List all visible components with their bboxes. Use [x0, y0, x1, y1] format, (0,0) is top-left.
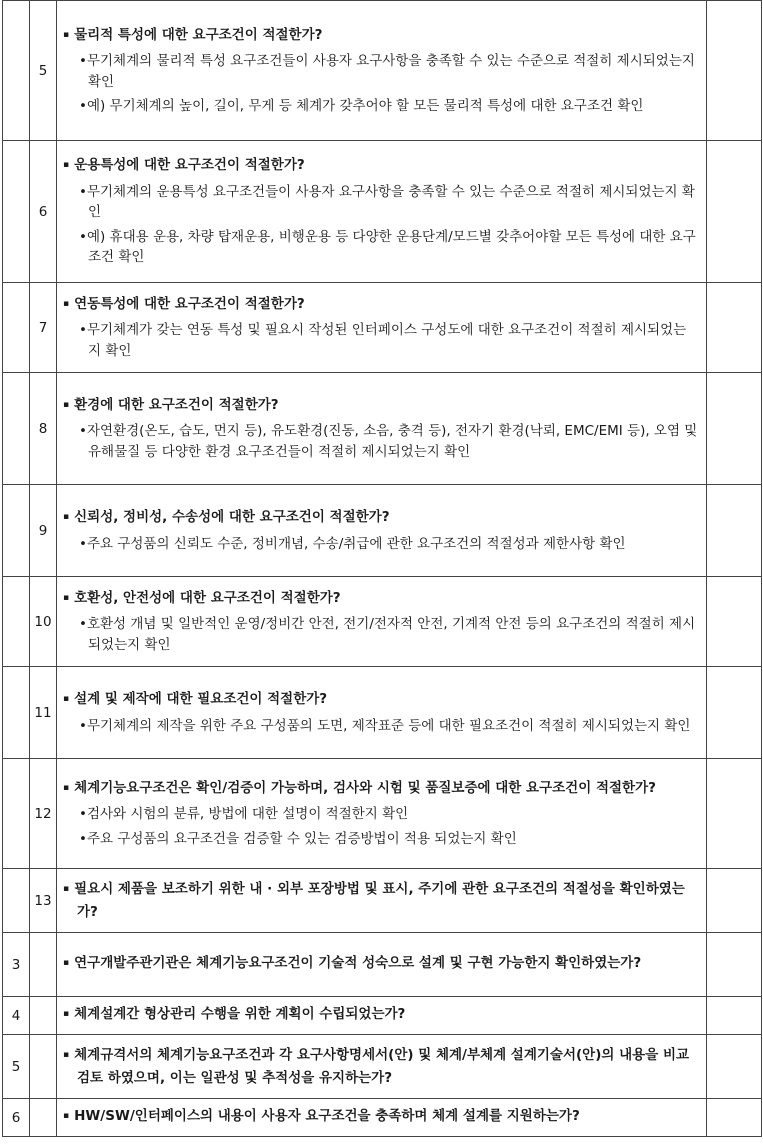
question-text — [63, 25, 698, 48]
item-content — [57, 872, 706, 929]
outer-number-cell — [3, 485, 30, 577]
inner-number-cell: 6 — [30, 141, 57, 283]
content-cell — [57, 1, 707, 141]
question-text — [63, 879, 698, 922]
question-label: 운용특성에 대한 요구조건이 적절한가? — [74, 157, 305, 174]
outer-number-cell — [3, 869, 30, 933]
question-label: 환경에 대한 요구조건이 적절한가? — [74, 396, 279, 413]
question-label: 체계설계간 형상관리 수행을 위한 계획이 수립되었는가? — [74, 1006, 406, 1023]
inner-number-cell: 12 — [30, 759, 57, 869]
outer-number-cell: 5 — [3, 1035, 30, 1099]
square-bullet-icon: ▪ — [63, 298, 70, 309]
content-cell — [57, 1099, 707, 1137]
content-cell — [57, 141, 707, 283]
question-text — [63, 1004, 698, 1027]
result-cell — [707, 997, 762, 1035]
question-label: 체계기능요구조건은 확인/검증이 가능하며, 검사와 시험 및 품질보증에 대한 요구조건이 적절한가? — [74, 779, 656, 796]
outer-number-cell — [3, 1, 30, 141]
outer-number-cell — [3, 373, 30, 485]
question-label: 신뢰성, 정비성, 수송성에 대한 요구조건이 적절한가? — [74, 509, 390, 525]
question-label: 연구개발주관기관은 체계기능요구조건이 기술적 성숙으로 설계 및 구현 가능한지 확인하였는가? — [74, 955, 642, 972]
result-cell — [707, 1, 762, 141]
item-content — [57, 148, 706, 275]
item-content — [57, 771, 706, 857]
table-row — [3, 373, 762, 485]
check-item: •예) 무기체계의 높이, 길이, 무게 등 체계가 갖추어야 할 모든 물리적 특성에 대한 요구조건 확인 — [79, 98, 644, 114]
item-content — [57, 682, 706, 743]
table-row — [3, 667, 762, 759]
square-bullet-icon: ▪ — [63, 160, 70, 171]
square-bullet-icon: ▪ — [63, 694, 70, 704]
outer-number-cell — [3, 577, 30, 667]
result-cell — [707, 759, 762, 869]
check-item: •무기체계가 갖는 연동 특성 및 필요시 작성된 인터페이스 구성도에 대한 요구조건이 적절히 제시되었는지 확인 — [79, 322, 687, 359]
checklist-table — [2, 0, 762, 1137]
inner-number-cell: 5 — [30, 1, 57, 141]
content-cell — [57, 997, 707, 1035]
check-item: •주요 구성품의 요구조건을 검증할 수 있는 검증방법이 적용 되었는지 확인 — [79, 830, 517, 847]
check-item: •무기체계의 제작을 위한 주요 구성품의 도면, 제작표준 등에 대한 필요조건이 적절히 제시되었는지 확인 — [79, 717, 691, 734]
table-row — [3, 577, 762, 667]
result-cell — [707, 869, 762, 933]
table-row — [3, 1099, 762, 1137]
table-row — [3, 933, 762, 997]
check-item: •주요 구성품의 신뢰도 수준, 정비개념, 수송/취급에 관한 요구조건의 적절성과 제한사항 확인 — [79, 535, 626, 552]
table-row — [3, 141, 762, 283]
result-cell — [707, 933, 762, 997]
question-label: 연동특성에 대한 요구조건이 적절한가? — [74, 295, 305, 312]
question-text — [63, 155, 698, 178]
content-cell — [57, 373, 707, 485]
question-label: 호환성, 안전성에 대한 요구조건이 적절한가? — [74, 589, 341, 606]
item-content — [57, 581, 706, 663]
inner-number-cell: 7 — [30, 283, 57, 373]
square-bullet-icon: ▪ — [63, 512, 70, 522]
inner-number-cell: 9 — [30, 485, 57, 577]
inner-number-cell — [30, 1099, 57, 1137]
question-text — [63, 953, 698, 976]
result-cell — [707, 485, 762, 577]
inner-number-cell: 8 — [30, 373, 57, 485]
square-bullet-icon: ▪ — [63, 592, 70, 603]
result-cell — [707, 1099, 762, 1137]
content-cell — [57, 933, 707, 997]
outer-number-cell: 4 — [3, 997, 30, 1035]
square-bullet-icon: ▪ — [63, 958, 70, 969]
table-row — [3, 869, 762, 933]
question-text — [63, 778, 698, 801]
question-text — [63, 588, 698, 611]
check-item: •무기체계의 물리적 특성 요구조건들이 사용자 요구사항을 충족할 수 있는 수준으로 적절히 제시되었는지 확인 — [79, 53, 695, 90]
question-text — [63, 1106, 698, 1129]
result-cell — [707, 283, 762, 373]
result-cell — [707, 577, 762, 667]
item-content — [57, 946, 706, 983]
outer-number-cell: 6 — [3, 1099, 30, 1137]
content-cell — [57, 869, 707, 933]
square-bullet-icon: ▪ — [63, 1009, 70, 1020]
check-item: •예) 휴대용 운용, 차량 탑재운용, 비행운용 등 다양한 운용단계/모드별 갖추어야할 모든 특성에 대한 요구조건 확인 — [79, 228, 696, 266]
result-cell — [707, 667, 762, 759]
inner-number-cell: 10 — [30, 577, 57, 667]
square-bullet-icon: ▪ — [63, 782, 70, 793]
outer-number-cell — [3, 283, 30, 373]
square-bullet-icon: ▪ — [63, 399, 70, 410]
outer-number-cell — [3, 141, 30, 283]
check-item: •호환성 개념 및 일반적인 운영/정비간 안전, 전기/전자적 안전, 기계적 안전 등의 요구조건의 적절히 제시되었는지 확인 — [79, 616, 696, 653]
result-cell — [707, 1035, 762, 1099]
inner-number-cell — [30, 933, 57, 997]
inner-number-cell: 13 — [30, 869, 57, 933]
outer-number-cell — [3, 667, 30, 759]
question-label: HW/SW/인터페이스의 내용이 사용자 요구조건을 충족하며 체계 설계를 지원하는가? — [74, 1108, 580, 1125]
table-row — [3, 997, 762, 1035]
item-content — [57, 18, 706, 124]
question-label: 체계규격서의 체계기능요구조건과 각 요구사항명세서(안) 및 체계/부체계 설계기술서(안)의 내용을 비교검토 하였으며, 이는 일관성 및 추적성을 유지하는가? — [74, 1047, 690, 1086]
item-content — [57, 1038, 706, 1095]
content-cell — [57, 283, 707, 373]
square-bullet-icon: ▪ — [63, 29, 70, 40]
table-row — [3, 485, 762, 577]
table-row — [3, 1, 762, 141]
item-content — [57, 1099, 706, 1136]
question-text — [63, 1045, 698, 1088]
result-cell — [707, 373, 762, 485]
content-cell — [57, 759, 707, 869]
result-cell — [707, 141, 762, 283]
content-cell — [57, 485, 707, 577]
item-content — [57, 997, 706, 1034]
square-bullet-icon: ▪ — [63, 1050, 70, 1060]
question-label: 필요시 제품을 보조하기 위한 내 · 외부 포장방법 및 표시, 주기에 관한 요구조건의 적절성을 확인하였는가? — [74, 881, 685, 920]
check-item: •검사와 시험의 분류, 방법에 대한 설명이 적절한지 확인 — [79, 806, 409, 823]
question-label: 물리적 특성에 대한 요구조건이 적절한가? — [74, 26, 323, 43]
check-item: •자연환경(온도, 습도, 먼지 등), 유도환경(진동, 소음, 충격 등), 전자기 환경(낙뢰, EMC/EMI 등), 오염 및 유해물질 등 다양한 환경 요구조건들이 적절히 제시되었는지 확인 — [79, 423, 698, 460]
content-cell — [57, 667, 707, 759]
item-content — [57, 287, 706, 369]
check-item: •무기체계의 운용특성 요구조건들이 사용자 요구사항을 충족할 수 있는 수준으로 적절히 제시되었는지 확인 — [79, 183, 695, 221]
table-row — [3, 283, 762, 373]
question-text — [63, 395, 698, 418]
content-cell — [57, 1035, 707, 1099]
square-bullet-icon: ▪ — [63, 1111, 70, 1122]
outer-number-cell: 3 — [3, 933, 30, 997]
question-text — [63, 689, 698, 712]
question-text — [63, 507, 698, 530]
inner-number-cell — [30, 997, 57, 1035]
outer-number-cell — [3, 759, 30, 869]
content-cell — [57, 577, 707, 667]
item-content — [57, 388, 706, 470]
table-row — [3, 1035, 762, 1099]
item-content — [57, 500, 706, 561]
question-label: 설계 및 제작에 대한 필요조건이 적절한가? — [74, 691, 328, 707]
table-row — [3, 759, 762, 869]
inner-number-cell: 11 — [30, 667, 57, 759]
question-text — [63, 294, 698, 317]
inner-number-cell — [30, 1035, 57, 1099]
square-bullet-icon: ▪ — [63, 884, 70, 894]
